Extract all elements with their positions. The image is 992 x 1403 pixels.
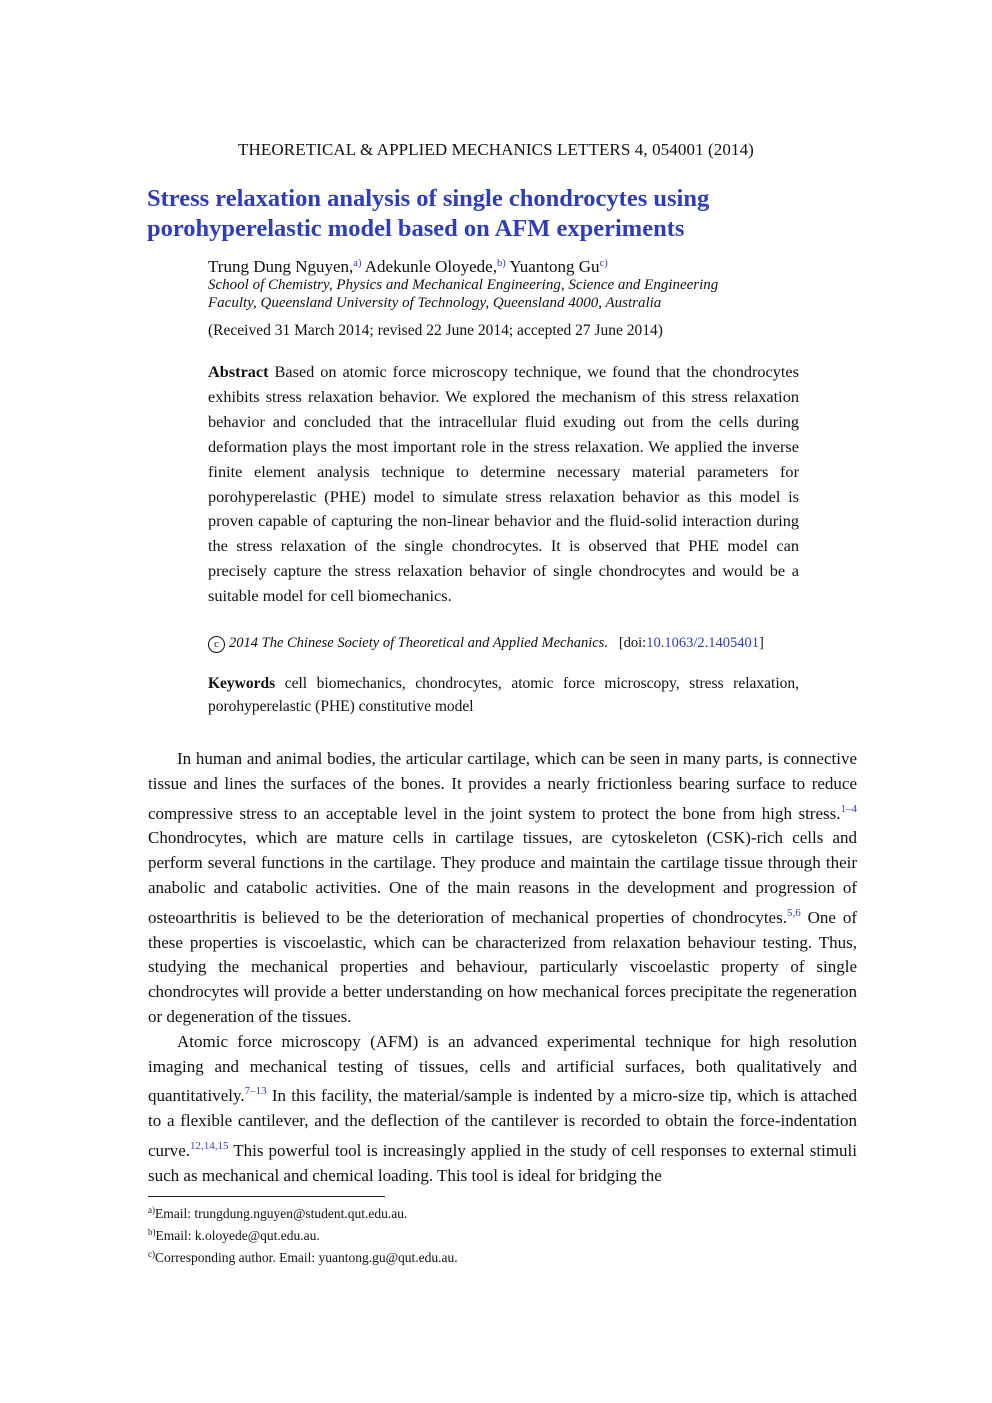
- paragraph-text: Atomic force microscopy (AFM) is an advanced experimental technique for high resolution imaging and mechanical testing of tissues, cells and artificial surfaces, both qualitatively and quantitatively.: [148, 1031, 857, 1106]
- author-mark[interactable]: b): [496, 258, 506, 269]
- copyright-line: [208, 635, 764, 653]
- footnote: [148, 1245, 458, 1267]
- footnote-divider: [148, 1196, 385, 1197]
- paragraph-text: One of these properties is viscoelastic, which can be characterized from relaxation behaviour testing. Thus, studying the mechanical properties and behaviour, particularly viscoelastic property of single chondrocytes will provide a better understanding on how mechanical forces precipitate the regeneration or degeneration of the tissues.: [148, 907, 858, 1026]
- paragraph-text: Chondrocytes, which are mature cells in cartilage tissues, are cytoskeleton (CSK)-rich cells and perform several functions in the cartilage. They produce and maintain the cartilage tissue through their anabolic and catabolic activities. One of the main reasons in the development and progression of osteoarthritis is believed to be the deterioration of mechanical properties of chondrocytes.: [148, 828, 857, 927]
- paragraph: [148, 1030, 857, 1189]
- citation-link[interactable]: 12,14,15: [190, 1139, 229, 1152]
- footnote-text: Corresponding author. Email: yuantong.gu@qut.edu.au.: [155, 1250, 458, 1265]
- keywords-text: cell biomechanics, chondrocytes, atomic force microscopy, stress relaxation, porohyperelastic (PHE) constitutive model: [208, 675, 799, 715]
- footnote-text: Email: k.oloyede@qut.edu.au.: [155, 1228, 320, 1243]
- affiliation: [208, 276, 808, 312]
- author-mark[interactable]: a): [353, 258, 362, 269]
- abstract-label: Abstract: [208, 362, 269, 381]
- paragraph-text: In human and animal bodies, the articular cartilage, which can be seen in many parts, is connective tissue and lines the surfaces of the bones. It provides a nearly frictionless bearing surface to reduce compressive stress to an acceptable level in the joint system to protect the bone from high stress.: [148, 749, 857, 823]
- title-line-2: porohyperelastic model based on AFM experiments: [147, 215, 685, 242]
- doi-prefix: [doi:: [618, 635, 647, 651]
- author-name: Yuantong Gu: [509, 257, 600, 276]
- doi-link[interactable]: 10.1063/2.1405401: [646, 635, 759, 651]
- paragraph-text: In this facility, the material/sample is indented by a micro-size tip, which is attached to a flexible cantilever, and the deflection of the cantilever is recorded to obtain the force-indentation curve.: [148, 1086, 857, 1160]
- body-text: [148, 747, 857, 1189]
- author-name: Trung Dung Nguyen,: [208, 257, 354, 276]
- copyright-icon: c: [208, 636, 225, 653]
- footnotes: [148, 1201, 458, 1267]
- keywords-label: Keywords: [208, 675, 276, 692]
- keywords: [208, 672, 799, 718]
- title-line-1: Stress relaxation analysis of single chondrocytes using: [147, 185, 710, 212]
- journal-header: THEORETICAL & APPLIED MECHANICS LETTERS 4, 054001 (2014): [238, 140, 754, 159]
- copyright-text: 2014 The Chinese Society of Theoretical and Applied Mechanics.: [229, 635, 608, 651]
- abstract: [208, 360, 799, 609]
- footnote: [148, 1223, 458, 1245]
- author-name: Adekunle Oloyede,: [364, 257, 497, 276]
- citation-link[interactable]: 1–4: [840, 802, 857, 815]
- doi-suffix: ]: [759, 635, 764, 651]
- citation-link[interactable]: 7–13: [244, 1085, 267, 1098]
- footnote-mark: c): [148, 1249, 155, 1259]
- affiliation-line-1: School of Chemistry, Physics and Mechanical Engineering, Science and Engineering: [208, 277, 719, 293]
- author-list: [208, 257, 608, 277]
- received-dates: (Received 31 March 2014; revised 22 June 2014; accepted 27 June 2014): [208, 322, 663, 339]
- paper-title: [147, 184, 867, 244]
- footnote-mark: a): [148, 1205, 155, 1215]
- abstract-text: Based on atomic force microscopy technique, we found that the chondrocytes exhibits stress relaxation behavior. We explored the mechanism of this stress relaxation behavior and concluded that the intracellular fluid exuding out from the cells during deformation plays the most important role in the stress relaxation. We applied the inverse finite element analysis technique to determine necessary material parameters for porohyperelastic (PHE) model to simulate stress relaxation behavior as this model is proven capable of capturing the non-linear behavior and the fluid-solid interaction during the stress relaxation of the single chondrocytes. It is observed that PHE model can precisely capture the stress relaxation behavior of single chondrocytes and would be a suitable model for cell biomechanics.: [208, 362, 799, 606]
- citation-link[interactable]: 5,6: [786, 906, 801, 919]
- author-mark[interactable]: c): [599, 258, 608, 269]
- footnote-mark: b): [148, 1227, 156, 1237]
- paragraph-text: This powerful tool is increasingly applied in the study of cell responses to external stimuli such as mechanical and chemical loading. This tool is ideal for bridging the: [148, 1140, 857, 1185]
- footnote: [148, 1201, 458, 1223]
- footnote-text: Email: trungdung.nguyen@student.qut.edu.au.: [155, 1206, 408, 1221]
- paragraph: [148, 747, 857, 1030]
- affiliation-line-2: Faculty, Queensland University of Technology, Queensland 4000, Australia: [208, 295, 662, 311]
